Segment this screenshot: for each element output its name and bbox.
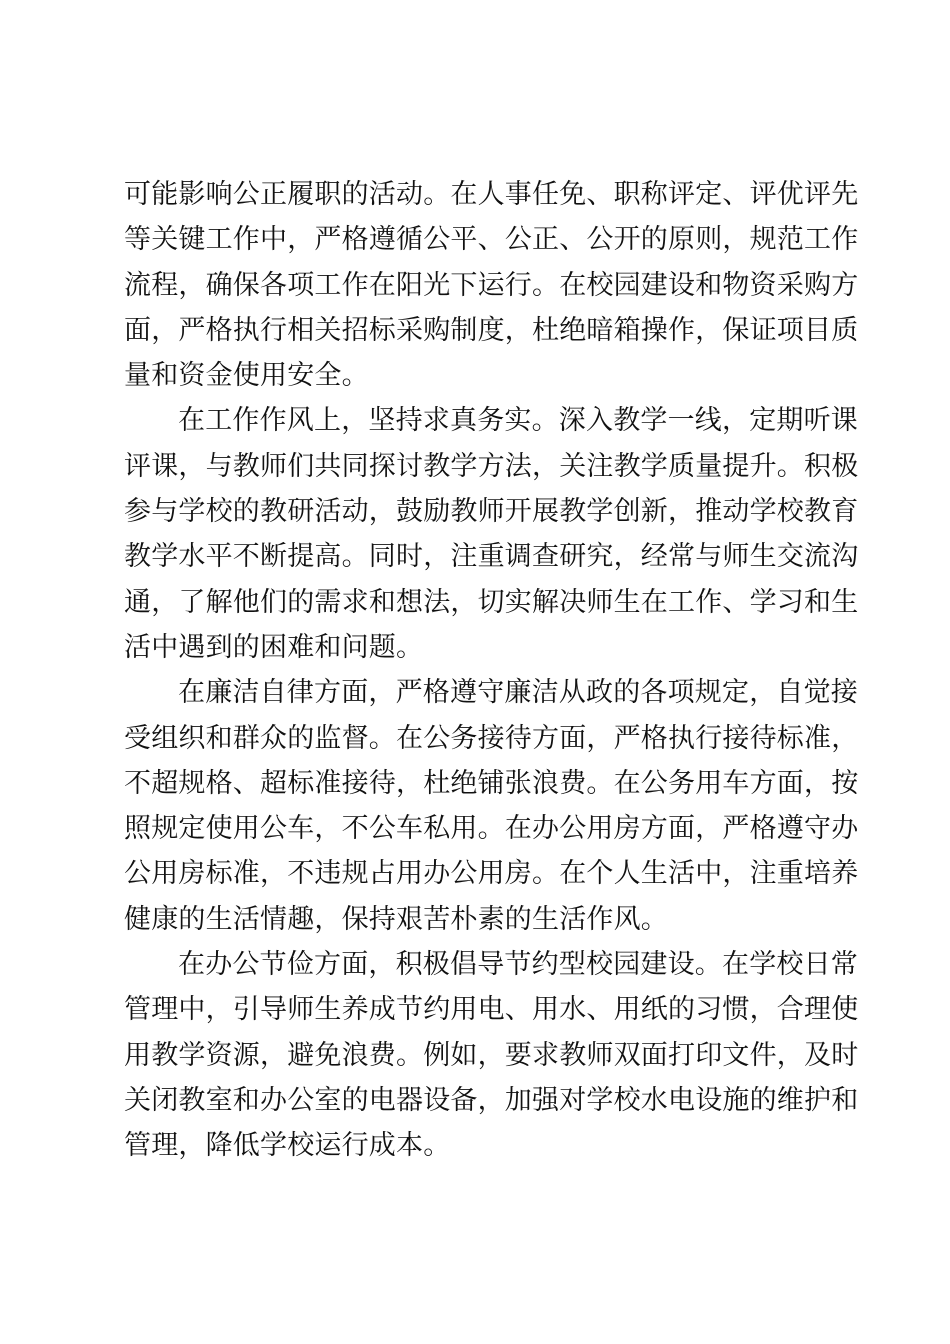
- text-line: 流程，确保各项工作在阳光下运行。在校园建设和物资采购方: [124, 269, 859, 301]
- text-line: 关闭教室和办公室的电器设备，加强对学校水电设施的维护和: [124, 1084, 859, 1116]
- text-line: 等关键工作中，严格遵循公平、公正、公开的原则，规范工作: [124, 224, 859, 256]
- paragraph-3: [124, 670, 859, 942]
- text-line: 不超规格、超标准接待，杜绝铺张浪费。在公务用车方面，按: [124, 767, 859, 799]
- paragraph-1: [124, 172, 859, 398]
- text-line: 管理中，引导师生养成节约用电、用水、用纸的习惯，合理使: [124, 994, 859, 1026]
- text-line: 教学水平不断提高。同时，注重调查研究，经常与师生交流沟: [124, 541, 859, 573]
- text-line: 面，严格执行相关招标采购制度，杜绝暗箱操作，保证项目质: [124, 314, 859, 346]
- text-line: 活中遇到的困难和问题。: [124, 631, 424, 663]
- paragraph-4: [124, 942, 859, 1168]
- text-line: 量和资金使用安全。: [124, 360, 369, 392]
- text-line: 管理，降低学校运行成本。: [124, 1130, 451, 1162]
- text-line: 照规定使用公车，不公车私用。在办公用房方面，严格遵守办: [124, 813, 859, 845]
- text-line: 受组织和群众的监督。在公务接待方面，严格执行接待标准，: [124, 722, 859, 754]
- text-line: 参与学校的教研活动，鼓励教师开展教学创新，推动学校教育: [124, 496, 859, 528]
- paragraph-2: [124, 398, 859, 670]
- text-line: 通，了解他们的需求和想法，切实解决师生在工作、学习和生: [124, 586, 859, 618]
- document-body: [124, 172, 859, 1169]
- text-line: 公用房标准，不违规占用办公用房。在个人生活中，注重培养: [124, 858, 859, 890]
- text-line: 用教学资源，避免浪费。例如，要求教师双面打印文件，及时: [124, 1039, 859, 1071]
- text-line: 评课，与教师们共同探讨教学方法，关注教学质量提升。积极: [124, 450, 859, 482]
- text-line: 可能影响公正履职的活动。在人事任免、职称评定、评优评先: [124, 179, 859, 210]
- text-line: 在廉洁自律方面，严格遵守廉洁从政的各项规定，自觉接: [178, 677, 858, 709]
- text-line: 在工作作风上，坚持求真务实。深入教学一线，定期听课: [178, 405, 858, 437]
- text-line: 健康的生活情趣，保持艰苦朴素的生活作风。: [124, 903, 668, 935]
- text-line: 在办公节俭方面，积极倡导节约型校园建设。在学校日常: [178, 949, 858, 981]
